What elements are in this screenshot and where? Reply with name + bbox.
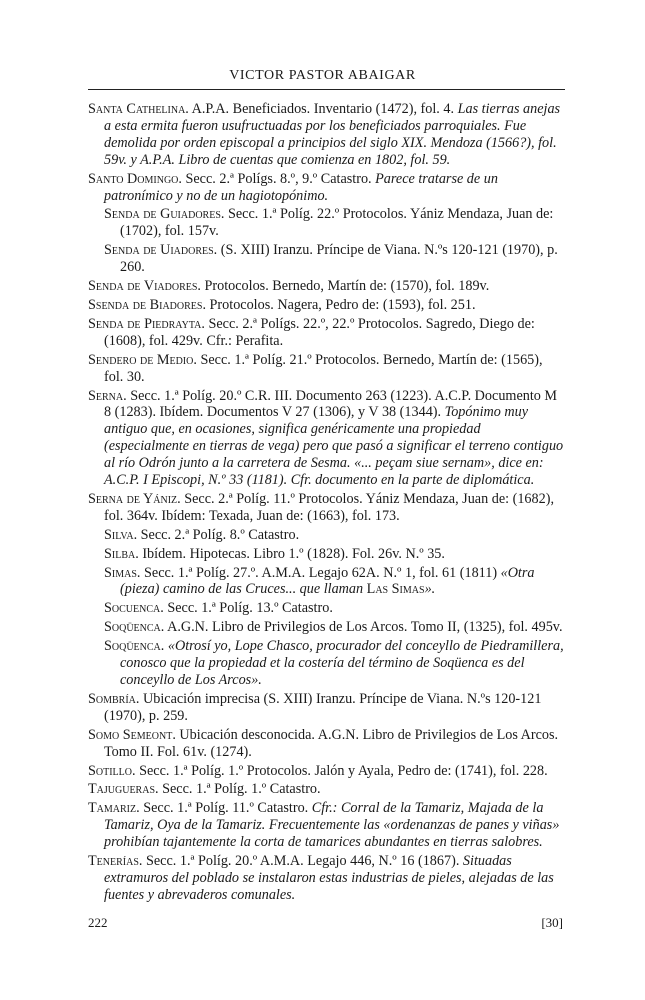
entry-headword: Ssenda de Biadores.: [88, 296, 206, 313]
entry-text: Secc. 2.ª Políg. 8.º Catastro.: [137, 526, 300, 543]
header-rule: [88, 89, 565, 90]
entry-text: Secc. 1.ª Políg. 1.º Protocolos. Jalón y Ayala, Pedro de: (1741), fol. 228.: [135, 762, 548, 779]
entry-text: Secc. 1.ª Políg. 11.º Catastro.: [139, 800, 312, 817]
entry-headword: Senda de Viadores.: [88, 278, 201, 295]
entry-headword: Sombría.: [88, 690, 140, 707]
entry-tenerias: [88, 853, 565, 904]
entry-headword: Serna.: [88, 387, 127, 404]
entry-sombria: [88, 691, 565, 725]
entry-italic-note: ».: [424, 581, 436, 598]
entry-headword: Senda de Piedrayta.: [88, 315, 205, 332]
entry-headword: Santo Domingo.: [88, 170, 182, 187]
entry-headword: Santa Cathelina.: [88, 101, 189, 117]
entry-tamariz: [88, 800, 565, 851]
entry-headword: Tamariz.: [88, 800, 140, 817]
entry-text: Secc. 1.ª Políg. 22.º Protocolos. Yániz Mendaza, Juan de: (1702), fol. 157v.: [120, 206, 554, 240]
entry-headword: Las Simas: [366, 581, 425, 598]
entry-italic-note: Parece tratarse de un patronímico y no de un hagiotopónimo.: [104, 170, 498, 204]
entry-senda-de-viadores: [88, 278, 565, 295]
entry-text: Secc. 1.ª Políg. 1.º Catastro.: [158, 781, 321, 798]
entry-text: Secc. 2.ª Polígs. 22.º, 22.º Protocolos. Sagredo, Diego de: (1608), fol. 429v. Cfr.: Perafita.: [104, 315, 535, 349]
entry-text: Protocolos. Bernedo, Martín de: (1570), fol. 189v.: [200, 278, 490, 295]
entry-headword: Somo Semeont.: [88, 726, 176, 743]
entry-headword: Silva.: [104, 526, 138, 543]
entry-silba: [104, 546, 565, 563]
entry-headword: Socuenca.: [104, 600, 164, 617]
entry-soquenca-2: [104, 638, 565, 689]
entry-list: [0, 101, 645, 906]
entry-headword: Silba.: [104, 545, 139, 562]
bracket-page-number: [30]: [541, 915, 563, 930]
entry-text: Secc. 1.ª Políg. 13.º Catastro.: [163, 600, 333, 617]
entry-headword: Senda de Uiadores.: [104, 242, 218, 259]
entry-headword: Serna de Yániz.: [88, 490, 181, 507]
entry-headword: Soqüenca.: [104, 619, 165, 636]
entry-sotillo: [88, 763, 565, 780]
entry-headword: Soqüenca.: [104, 638, 165, 655]
page-number: 222: [88, 915, 108, 930]
entry-italic-note: Cfr.: Corral de la Tamariz, Majada de la Tamariz, Oya de la Tamariz. Frecuentemente las «ordenanzas de panes y viñas» prohibían tajantemente la corta de tamarices abundantes en tierras salobres.: [104, 800, 560, 851]
entry-socuenca: [104, 600, 565, 617]
entry-italic-note: «Otrosí yo, Lope Chasco, procurador del conceyllo de Piedramillera, conosco que la propiedad et la costería del término de Soqüenca es del conceyllo de Los Arcos».: [120, 638, 564, 688]
entry-text: Secc. 2.ª Polígs. 8.º, 9.º Catastro.: [181, 170, 376, 187]
entry-soquenca-1: [104, 619, 565, 636]
entry-serna: [88, 388, 565, 489]
entry-text: Protocolos. Nagera, Pedro de: (1593), fol. 251.: [206, 296, 476, 313]
entry-text: A.G.N. Libro de Privilegios de Los Arcos. Tomo II, (1325), fol. 495v.: [164, 619, 563, 636]
entry-serna-de-yaniz: [88, 491, 565, 525]
entry-text: Secc. 1.ª Políg. 21.º Protocolos. Bernedo, Martín de: (1565), fol. 30.: [104, 351, 543, 385]
entry-text: Secc. 1.ª Políg. 20.º A.M.A. Legajo 446, N.º 16 (1867).: [142, 853, 463, 870]
entry-headword: Tajugueras.: [88, 781, 159, 798]
entry-text: Secc. 2.ª Políg. 11.º Protocolos. Yániz Mendaza, Juan de: (1682), fol. 364v. Ibídem: Texada, Juan de: (1663), fol. 173.: [104, 490, 554, 524]
entry-headword: Tenerías.: [88, 853, 143, 870]
entry-text: (S. XIII) Iranzu. Príncipe de Viana. N.ºs 120-121 (1970), p. 260.: [120, 242, 558, 276]
entry-tajugueras: [88, 781, 565, 798]
entry-ssenda-de-biadores: [88, 297, 565, 314]
entry-senda-de-guiadores: [104, 206, 565, 240]
entry-text: A.P.A. Beneficiados. Inventario (1472), fol. 4.: [188, 101, 458, 117]
entry-text: Ubicación desconocida. A.G.N. Libro de Privilegios de Los Arcos. Tomo II. Fol. 61v. (1274).: [104, 726, 559, 760]
entry-italic-note: «Otra (pieza) camino de las Cruces... que llaman: [120, 564, 535, 598]
entry-sendero-de-medio: [88, 352, 565, 386]
entry-text: Ibídem. Hipotecas. Libro 1.º (1828). Fol. 26v. N.º 35.: [138, 545, 445, 562]
entry-santa-cathelina: [88, 101, 565, 169]
entry-headword: Sotillo.: [88, 762, 136, 779]
entry-headword: Sendero de Medio.: [88, 351, 197, 368]
entry-silva: [104, 527, 565, 544]
entry-senda-de-uiadores: [104, 242, 565, 276]
entry-italic-note: Situadas extramuros del poblado se instalaron estas industrias de pieles, alejadas de las fuentes y abrevaderos comunales.: [104, 853, 554, 903]
entry-text: Ubicación imprecisa (S. XIII) Iranzu. Príncipe de Viana. N.ºs 120-121 (1970), p. 259.: [104, 690, 542, 724]
entry-italic-note: Topónimo muy antiguo que, en ocasiones, significa genéricamente una propiedad (especialmente en tierras de vega) pero que pasó a significar el terreno contiguo al río Odrón junto a la carretera de Sesma. «... peçam siue sernam», dice en: A.C.P. I Episcopi, N.º 33 (1181). Cfr. documento en la parte de diplomática.: [104, 404, 564, 489]
entry-simas: [104, 565, 565, 599]
entry-headword: Senda de Guiadores.: [104, 206, 225, 223]
entry-text: Secc. 1.ª Políg. 27.º. A.M.A. Legajo 62A. N.º 1, fol. 61 (1811): [140, 564, 501, 581]
entry-somo-semeont: [88, 727, 565, 761]
entry-santo-domingo: [88, 171, 565, 205]
entry-italic-note: Las tierras anejas a esta ermita fueron usufructuadas por los beneficiados parroquiales. Fue demolida por orden episcopal a principios del siglo XIX. Mendoza (1566?), fol. 59v. y A.P.A. Libro de cuentas que comienza en 1802, fol. 59.: [104, 101, 561, 168]
entry-senda-de-piedrayta: [88, 316, 565, 350]
entry-text: Secc. 1.ª Políg. 20.º C.R. III. Documento 263 (1223). A.C.P. Documento M 8 (1283). Ibídem. Documentos V 27 (1306), y V 38 (1344).: [104, 387, 558, 421]
entry-headword: Simas.: [104, 564, 141, 581]
running-header: VICTOR PASTOR ABAIGAR: [229, 68, 416, 83]
